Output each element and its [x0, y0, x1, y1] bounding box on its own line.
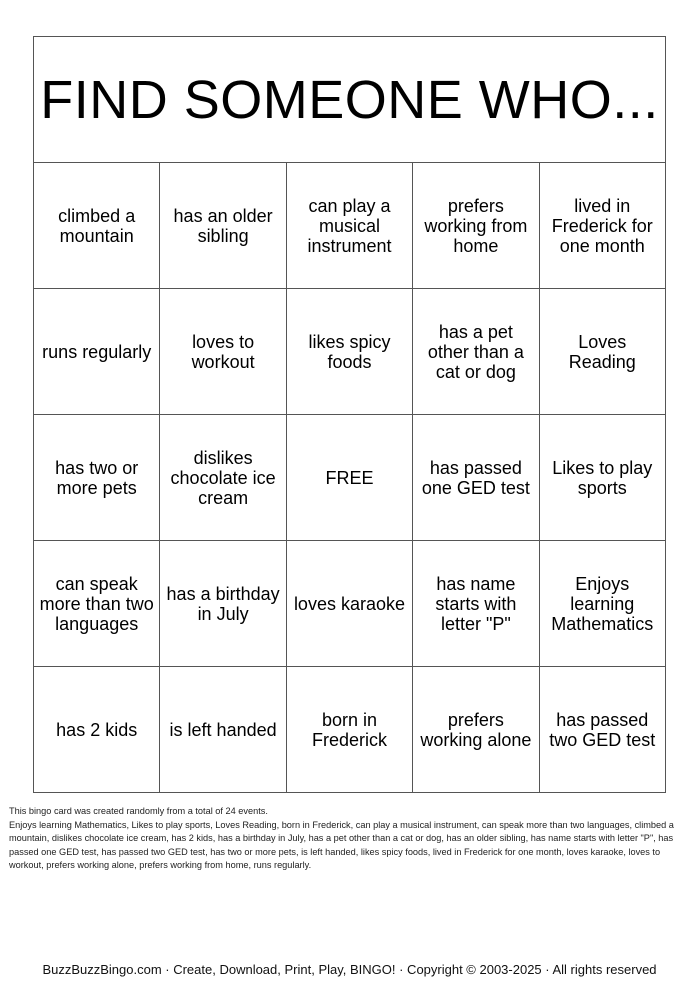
bingo-cell: dislikes chocolate ice cream — [160, 415, 286, 541]
bingo-row — [34, 289, 666, 415]
bingo-row — [34, 415, 666, 541]
bingo-cell: born in Frederick — [286, 667, 412, 793]
bingo-cell: runs regularly — [34, 289, 160, 415]
bingo-cell: has passed two GED test — [539, 667, 665, 793]
bingo-cell: can speak more than two languages — [34, 541, 160, 667]
footer-copyright: BuzzBuzzBingo.com · Create, Download, Print, Play, BINGO! · Copyright © 2003-2025 · All rights reserved — [42, 962, 657, 977]
bingo-cell: prefers working from home — [413, 163, 539, 289]
bingo-cell: has an older sibling — [160, 163, 286, 289]
bingo-row — [34, 163, 666, 289]
bingo-cell: climbed a mountain — [34, 163, 160, 289]
bingo-row — [34, 667, 666, 793]
bingo-cell: Enjoys learning Mathematics — [539, 541, 665, 667]
bingo-cell: has a birthday in July — [160, 541, 286, 667]
bingo-cell: has two or more pets — [34, 415, 160, 541]
bingo-cell: likes spicy foods — [286, 289, 412, 415]
bingo-cell: loves to workout — [160, 289, 286, 415]
bingo-cell: loves karaoke — [286, 541, 412, 667]
bingo-cell: has 2 kids — [34, 667, 160, 793]
bingo-cell: prefers working alone — [413, 667, 539, 793]
bingo-row — [34, 541, 666, 667]
bingo-cell: has name starts with letter "P" — [413, 541, 539, 667]
card-title: FIND SOMEONE WHO... — [34, 37, 666, 163]
notes-summary: This bingo card was created randomly from a total of 24 events. — [9, 806, 268, 816]
bingo-cell: Loves Reading — [539, 289, 665, 415]
bingo-cell: has a pet other than a cat or dog — [413, 289, 539, 415]
bingo-card — [33, 36, 666, 793]
bingo-cell: can play a musical instrument — [286, 163, 412, 289]
bingo-cell: is left handed — [160, 667, 286, 793]
free-cell: FREE — [286, 415, 412, 541]
bingo-cell: lived in Frederick for one month — [539, 163, 665, 289]
card-notes — [9, 805, 689, 873]
bingo-cell: has passed one GED test — [413, 415, 539, 541]
bingo-cell: Likes to play sports — [539, 415, 665, 541]
notes-events-list: Enjoys learning Mathematics, Likes to play sports, Loves Reading, born in Frederick, can play a musical instrument, can speak more than two languages, climbed a mountain, dislikes chocolate ice cream, has 2 kids, has a birthday in July, has a pet other than a cat or dog, has an older sibling, has name starts with letter "P", has passed one GED test, has passed two GED test, has two or more pets, is left handed, likes spicy foods, lived in Frederick for one month, loves karaoke, loves to workout, prefers working alone, prefers working from home, runs regularly. — [9, 819, 674, 870]
